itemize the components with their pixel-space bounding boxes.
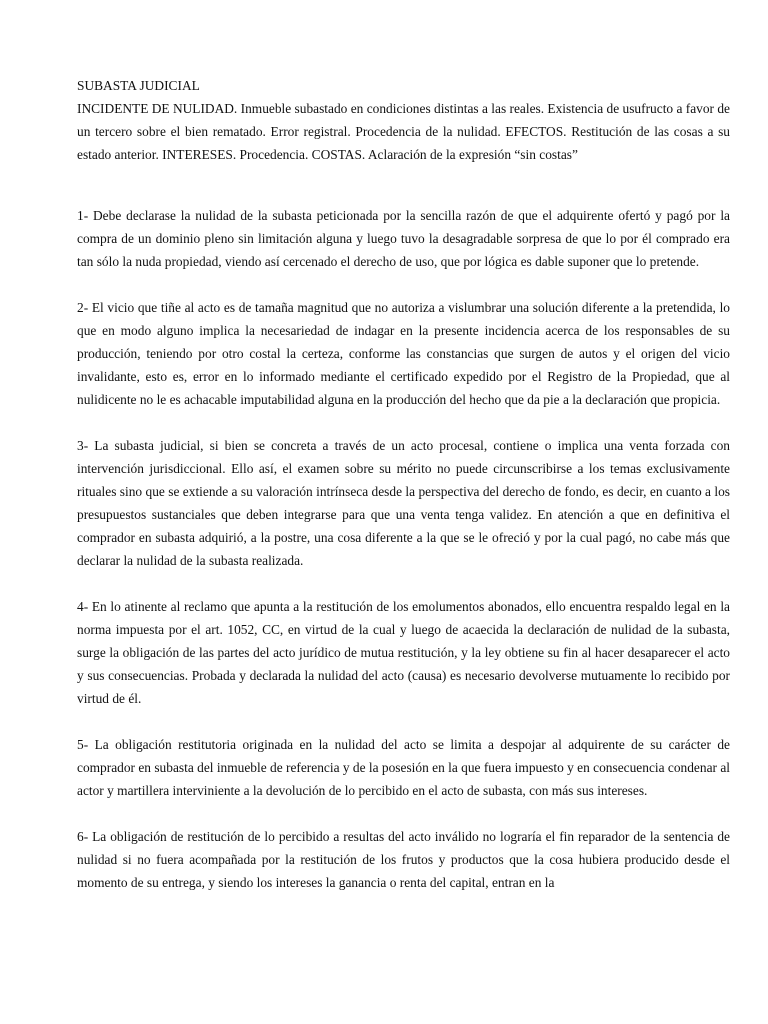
document-header [77, 74, 730, 166]
paragraph: 4- En lo atinente al reclamo que apunta a la restitución de los emolumentos abonados, ello encuentra respaldo legal en la norma impuesta por el art. 1052, CC, en virtud de la cual y luego de acaecida la declaración de nulidad de la subasta, surge la obligación de las partes del acto jurídico de mutua restitución, y la ley obtiene su fin al hacer desaparecer el acto y sus consecuencias. Probada y declarada la nulidad del acto (causa) es necesario devolverse mutuamente lo recibido por virtud de él. [77, 599, 730, 706]
paragraph: 5- La obligación restitutoria originada en la nulidad del acto se limita a despojar al adquirente de su carácter de comprador en subasta del inmueble de referencia y de la posesión en la que fuera impuesto y en consecuencia condenar al actor y martillera interviniente a la devolución de lo percibido en el acto de subasta, con más sus intereses. [77, 737, 730, 798]
paragraph: 2- El vicio que tiñe al acto es de tamaña magnitud que no autoriza a vislumbrar una solución diferente a la pretendida, lo que en modo alguno implica la necesariedad de indagar en la presente incidencia acerca de los responsables de su producción, teniendo por otro costal la certeza, conforme las constancias que surgen de autos y el origen del vicio invalidante, esto es, error en lo informado mediante el certificado expedido por el Registro de la Propiedad, que al nulidicente no le es achacable imputabilidad alguna en la producción del hecho que da pie a la declaración que propicia. [77, 300, 730, 407]
paragraph: 6- La obligación de restitución de lo percibido a resultas del acto inválido no lograría el fin reparador de la sentencia de nulidad si no fuera acompañada por la restitución de los frutos y productos que la cosa hubiera producido desde el momento de su entrega, y siendo los intereses la ganancia o renta del capital, entran en la [77, 829, 730, 890]
document-summary: INCIDENTE DE NULIDAD. Inmueble subastado en condiciones distintas a las reales. Existencia de usufructo a favor de un tercero sobre el bien rematado. Error registral. Procedencia de la nulidad. EFECTOS. Restitución de las cosas a su estado anterior. INTERESES. Procedencia. COSTAS. Aclaración de la expresión “sin costas” [77, 101, 730, 162]
document-body [77, 204, 730, 894]
document-page [77, 74, 730, 917]
paragraph: 3- La subasta judicial, si bien se concreta a través de un acto procesal, contiene o implica una venta forzada con intervención jurisdiccional. Ello así, el examen sobre su mérito no puede circunscribirse a los temas exclusivamente rituales sino que se extiende a su valoración intrínseca desde la perspectiva del derecho de fondo, es decir, en cuanto a los presupuestos sustanciales que deben integrarse para que una venta tenga validez. En atención a que en definitiva el comprador en subasta adquirió, a la postre, una cosa diferente a la que se le ofreció y por la cual pagó, no cabe más que declarar la nulidad de la subasta realizada. [77, 438, 730, 568]
paragraph: 1- Debe declarase la nulidad de la subasta peticionada por la sencilla razón de que el adquirente ofertó y pagó por la compra de un dominio pleno sin limitación alguna y luego tuvo la desagradable sorpresa de que lo por él comprado era tan sólo la nuda propiedad, viendo así cercenado el derecho de uso, que por lógica es dable suponer que lo pretende. [77, 208, 730, 269]
document-title: SUBASTA JUDICIAL [77, 78, 200, 93]
